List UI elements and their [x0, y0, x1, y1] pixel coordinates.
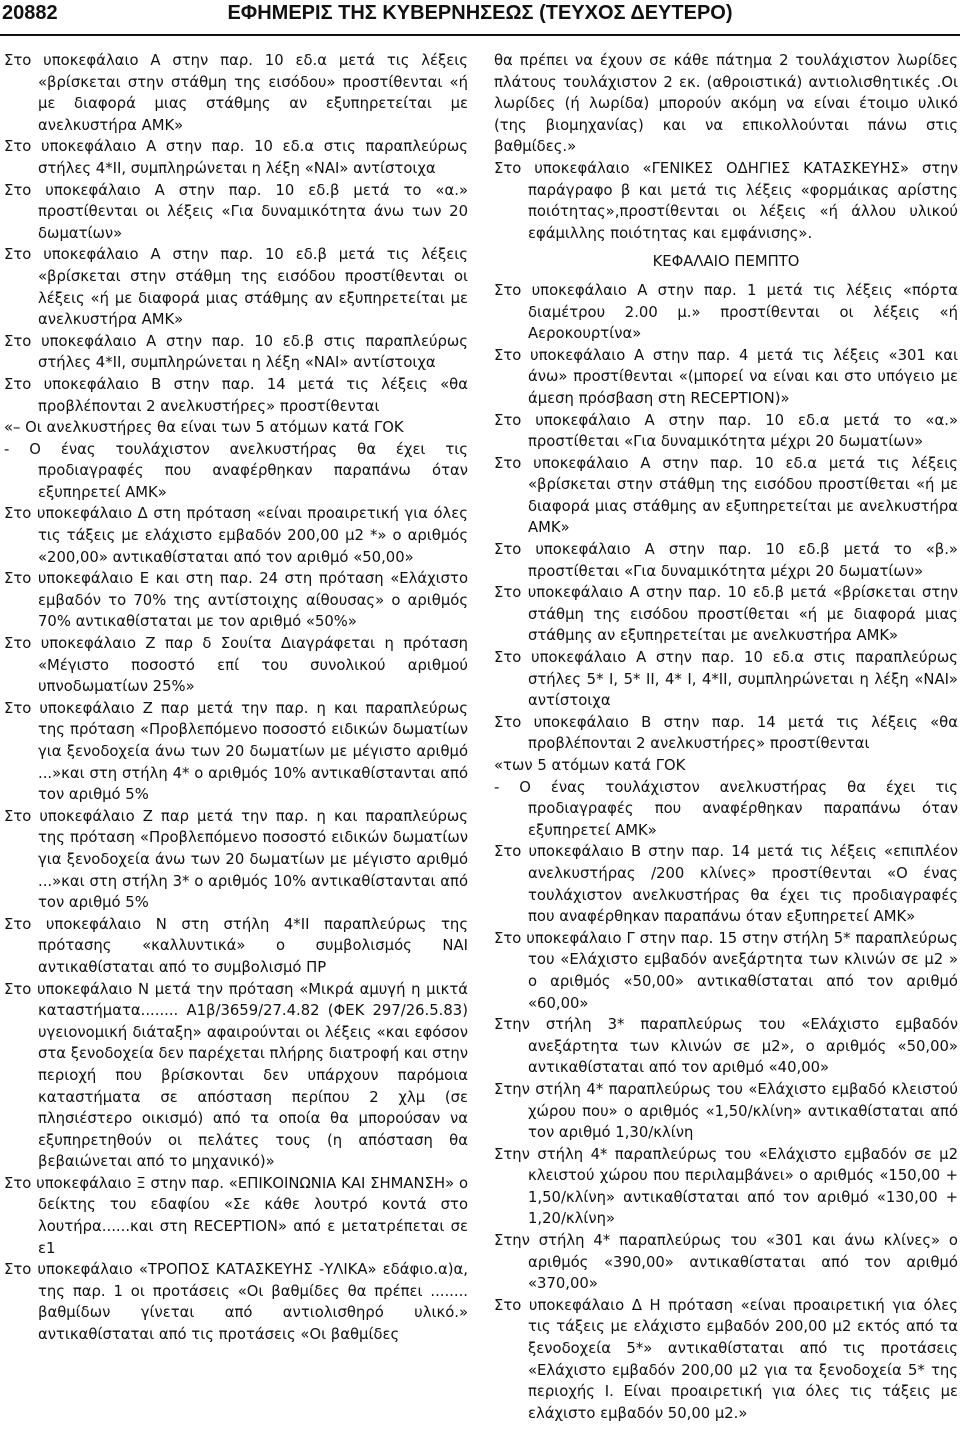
- amendment-paragraph: Στο υποκεφάλαιο Δ Η πρόταση «είναι προαιρετική για όλες τις τάξεις με ελάχιστο εμβαδόν 200,00 μ2 εκτός από τα ξενοδοχεία 5*» αντικαθίσταται από τις προτάσεις «Ελάχιστο εμβαδόν 200,00 μ2 για τα ξενοδοχεία 5* της περιοχής Ι. Είναι προαιρετική για όλες τις τάξεις με ελάχιστο εμβαδόν 50,00 μ2.»: [494, 1296, 958, 1422]
- page-header: [0, 0, 960, 42]
- amendment-paragraph: Στο υποκεφάλαιο Α στην παρ. 10 εδ.α μετά τις λέξεις «βρίσκεται στην στάθμη της εισόδου» προστίθενται «ή με διαφορά μιας στάθμης αν εξυπηρετείται με ανελκυστήρα ΑΜΚ»: [4, 52, 468, 134]
- amendment-paragraph: - Ο ένας τουλάχιστον ανελκυστήρας θα έχει τις προδιαγραφές που αναφέρθηκαν παραπάνω όταν εξυπηρετεί ΑΜΚ»: [4, 440, 468, 501]
- amendment-paragraph: Στο υποκεφάλαιο Α στην παρ. 10 εδ.β μετά τις λέξεις «βρίσκεται στην στάθμη της εισόδου προστίθενται οι λέξεις «ή με διαφορά μιας στάθμης αν εξυπηρετείται με ανελκυστήρα ΑΜΚ»: [4, 246, 468, 329]
- amendment-paragraph: Στο υποκεφάλαιο Β στην παρ. 14 μετά τις λέξεις «θα προβλέπονται 2 ανελκυστήρες» προστίθενται: [4, 375, 468, 415]
- gazette-title: ΕΦΗΜΕΡΙΣ ΤΗΣ ΚΥΒΕΡΝΗΣΕΩΣ (ΤΕΥΧΟΣ ΔΕΥΤΕΡΟ): [227, 2, 733, 24]
- amendment-paragraph: Στο υποκεφάλαιο Α στην παρ. 10 εδ.α στις παραπλεύρως στήλες 4*ΙΙ, συμπληρώνεται η λέξη «ΝΑΙ» αντίστοιχα: [4, 138, 468, 177]
- amendment-paragraph: Στο υποκεφάλαιο Ζ παρ μετά την παρ. η και παραπλεύρως της πρόταση «Προβλεπόμενο ποσοστό ειδικών δωματίων για ξενοδοχεία άνω των 20 δωματίων με μέγιστο αριθμό ...»και στη στήλη 3* ο αριθμός 10% αντικαθίστανται από τον αριθμό 5%: [4, 807, 468, 912]
- amendment-paragraph: Στο υποκεφάλαιο «ΤΡΟΠΟΣ ΚΑΤΑΣΚΕΥΗΣ -ΥΛΙΚΑ» εδάφιο.α)α, της παρ. 1 οι προτάσεις «Οι βαθμίδες θα πρέπει ........ βαθμίδων γίνεται από αντιολισθηρό υλικό.» αντικαθίσταται από τις προτάσεις «Οι βαθμίδες: [4, 1261, 468, 1344]
- amendment-paragraph: Στο υποκεφάλαιο «ΓΕΝΙΚΕΣ ΟΔΗΓΙΕΣ ΚΑΤΑΣΚΕΥΗΣ» στην παράγραφο β και μετά τις λέξεις «φορμάικας αρίστης ποιότητας»,προστίθενται οι λέξεις «ή άλλου υλικού εφάμιλλης ποιότητας και εμφάνισης».: [494, 159, 958, 242]
- amendment-paragraph: Στο υποκεφάλαιο Β στην παρ. 14 μετά τις λέξεις «επιπλέον ανελκυστήρας /200 κλίνες» προστίθενται «Ο ένας τουλάχιστον ανελκυστήρας θα έχει τις προδιαγραφές που αναφέρθηκαν παραπάνω όταν εξυπηρετεί ΑΜΚ»: [494, 843, 958, 926]
- amendment-paragraph: Στην στήλη 4* παραπλεύρως του «Ελάχιστο εμβαδόν σε μ2 κλειστού χώρου που περιλαμβάνει» ο αριθμός «150,00 + 1,50/κλίνη» αντικαθίσταται από τον αριθμό «130,00 + 1,20/κλίνη»: [494, 1145, 958, 1228]
- amendment-paragraph: Στο υποκεφάλαιο Α στην παρ. 10 εδ.β μετά το «β.» προστίθεται «Για δυναμικότητα μέχρι 20 δωματίων»: [494, 541, 958, 580]
- amendment-paragraph: Στο υποκεφάλαιο Ζ παρ μετά την παρ. η και παραπλεύρως της πρόταση «Προβλεπόμενο ποσοστό ειδικών δωματίων για ξενοδοχεία άνω των 20 δωματίων με μέγιστο αριθμό ...»και στη στήλη 4* ο αριθμός 10% αντικαθίστανται από τον αριθμό 5%: [4, 699, 468, 804]
- header-rule: [0, 34, 960, 36]
- amendment-paragraph: Στο υποκεφάλαιο Α στην παρ. 10 εδ.α στις παραπλεύρως στήλες 5* Ι, 5* ΙΙ, 4* Ι, 4*ΙΙ, συμπληρώνεται η λέξη «ΝΑΙ» αντίστοιχα: [494, 649, 958, 710]
- amendment-paragraph: Στο υποκεφάλαιο Α στην παρ. 10 εδ.α μετά το «α.» προστίθεται «Για δυναμικότητα μέχρι 20 δωματίων»: [494, 411, 958, 451]
- page-number: 20882: [2, 2, 58, 24]
- amendment-paragraph: Στην στήλη 3* παραπλεύρως του «Ελάχιστο εμβαδόν ανεξάρτητα των κλινών σε μ2», ο αριθμός «50,00» αντικαθίσταται από τον αριθμό «40,00»: [494, 1016, 958, 1077]
- amendment-paragraph: - Ο ένας τουλάχιστον ανελκυστήρας θα έχει τις προδιαγραφές που αναφέρθηκαν παραπάνω όταν εξυπηρετεί ΑΜΚ»: [494, 778, 958, 839]
- amendment-paragraph: Στο υποκεφάλαιο Α στην παρ. 10 εδ.β στις παραπλεύρως στήλες 4*ΙΙ, συμπληρώνεται η λέξη «ΝΑΙ» αντίστοιχα: [4, 332, 468, 372]
- amendment-paragraph: Στο υποκεφάλαιο Δ στη πρόταση «είναι προαιρετική για όλες τις τάξεις με ελάχιστο εμβαδόν 200,00 μ2 *» ο αριθμός «200,00» αντικαθίσταται από τον αριθμό «50,00»: [4, 505, 468, 566]
- amendment-paragraph: Στο υποκεφάλαιο Α στην παρ. 10 εδ.α μετά τις λέξεις «βρίσκεται στην στάθμη της εισόδου προστίθεται «ή με διαφορά μιας στάθμης αν εξυπηρετείται με ανελκυστήρα ΑΜΚ»: [494, 454, 958, 537]
- left-column: [4, 50, 468, 1346]
- section-heading: ΚΕΦΑΛΑΙΟ ΠΕΜΠΤΟ: [652, 253, 800, 271]
- amendment-paragraph: Στο υποκεφάλαιο Ζ παρ δ Σουίτα Διαγράφεται η πρόταση «Μέγιστο ποσοστό επί του συνολικού αριθμού υπνοδωματίων 25%»: [4, 635, 468, 696]
- amendment-paragraph: Στο υποκεφάλαιο Ξ στην παρ. «ΕΠΙΚΟΙΝΩΝΙΑ ΚΑΙ ΣΗΜΑΝΣΗ» ο δείκτης του εδαφίου «Σε κάθε λουτρό κοντά στο λουτήρα......και στη RECEPTION» από ε μετατρέπεται σε ε1: [4, 1174, 468, 1257]
- amendment-paragraph: Στο υποκεφάλαιο Α στην παρ. 4 μετά τις λέξεις «301 και άνω» προστίθενται «(μπορεί να είναι και στο υπόγειο με άμεση πρόσβαση στη RECEPTION)»: [494, 346, 958, 407]
- right-paragraphs-after-heading: [494, 280, 958, 1424]
- amendment-paragraph: «των 5 ατόμων κατά ΓΟΚ: [494, 757, 686, 774]
- amendment-paragraph: Στην στήλη 4* παραπλεύρως του «Ελάχιστο εμβαδό κλειστού χώρου που» ο αριθμός «1,50/κλίνη» αντικαθίσταται από τον αριθμό 1,30/κλίνη: [494, 1080, 958, 1142]
- amendment-paragraph: Στο υποκεφάλαιο Α στην παρ. 10 εδ.β μετά το «α.» προστίθενται οι λέξεις «Για δυναμικότητα άνω των 20 δωματίων»: [4, 181, 468, 242]
- amendment-paragraph: Στην στήλη 4* παραπλεύρως του «301 και άνω κλίνες» ο αριθμός «390,00» αντικαθίσταται από τον αριθμό «370,00»: [494, 1232, 958, 1293]
- right-column: [494, 50, 958, 1424]
- amendment-paragraph: Στο υποκεφάλαιο Β στην παρ. 14 μετά τις λέξεις «θα προβλέπονται 2 ανελκυστήρες» προστίθενται: [494, 713, 958, 753]
- amendment-paragraph: «– Οι ανελκυστήρες θα είναι των 5 ατόμων κατά ΓΟΚ: [4, 419, 404, 437]
- amendment-paragraph: Στο υποκεφάλαιο Ν μετά την πρόταση «Μικρά αμυγή η μικτά καταστήματα........ Α1β/3659/27.4.82 (ΦΕΚ 297/26.5.83) υγειονομική διάταξη» αφαιρούνται οι λέξεις «και εφόσον στα ξενοδοχεία δεν παρέχεται πλήρης διατροφή και στην περιοχή που βρίσκονται δεν υπάρχουν παρόμοια καταστήματα σε απόσταση περίπου 2 χλμ (σε πλησιέστερο οικισμό) από τα οποία θα μπορούσαν να εξυπηρετηθούν οι πελάτες τους (η απόσταση θα βεβαιώνεται από το μηχανικό)»: [4, 980, 468, 1171]
- right-paragraphs-before-heading: [494, 158, 958, 244]
- amendment-paragraph: Στο υποκεφάλαιο Ε και στη παρ. 24 στη πρόταση «Ελάχιστο εμβαδόν το 70% της αντίστοιχης αίθουσας» ο αριθμός 70% αντικαθίσταται με τον αριθμό «50%»: [4, 570, 468, 631]
- amendment-paragraph: Στο υποκεφάλαιο Ν στη στήλη 4*ΙΙ παραπλεύρως της πρότασης «καλλυντικά» ο συμβολισμός ΝΑΙ αντικαθίσταται από το συμβολισμό ΠΡ: [4, 915, 468, 976]
- amendment-paragraph: Στο υποκεφάλαιο Γ στην παρ. 15 στην στήλη 5* παραπλεύρως του «Ελάχιστο εμβαδόν ανεξάρτητα των κλινών σε μ2 » ο αριθμός «50,00» αντικαθίσταται από τον αριθμό «60,00»: [494, 929, 958, 1012]
- amendment-paragraph: Στο υποκεφάλαιο Α στην παρ. 10 εδ.β μετά «βρίσκεται στην στάθμη της εισόδου προστίθεται «ή με διαφορά μιας στάθμης αν εξυπηρετείται με ανελκυστήρα ΑΜΚ»: [494, 584, 958, 645]
- continuation-paragraph: θα πρέπει να έχουν σε κάθε πάτημα 2 τουλάχιστον λωρίδες πλάτους τουλάχιστον 2 εκ. (αθροιστικά) αντιολισθητικές .Οι λωρίδες (ή λωρίδα) μπορούν ακόμη να είναι έτοιμο υλικό (της βιομηχανίας) και να επικολλούνται πάνω στις βαθμίδες.»: [494, 52, 958, 156]
- amendment-paragraph: Στο υποκεφάλαιο Α στην παρ. 1 μετά τις λέξεις «πόρτα διαμέτρου 2.00 μ.» προστίθενται οι λέξεις «ή Αεροκουρτίνα»: [494, 281, 958, 343]
